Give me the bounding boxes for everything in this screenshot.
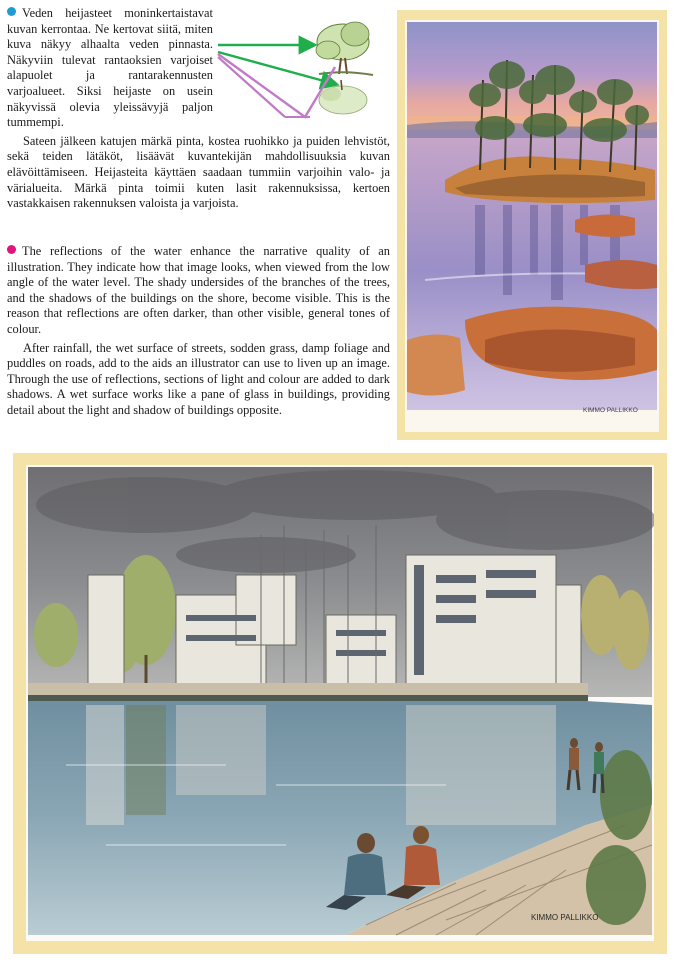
city-painting (26, 465, 654, 941)
english-paragraph-2: After rainfall, the wet surface of streets, sodden grass, damp foliage and puddles on roads, add to the aids an illustrator can use to liven up an image. Through the use of reflections, sections of light and colour are added to dark shadows. A wet surface works like a pane of glass in buildings, providing detail about the light and shadow of buildings opposite. (7, 340, 390, 417)
finnish-paragraph-1: Veden heijasteet moninkertaistavat kuvan kerrontaa. Ne kertovat siitä, miten kuva näkyy alhaalta veden pinnasta. Näkyviin tulevat rantaoksien varjoiset alapuolet ja rantarakennusten varjoalueet. Siksi heijaste on usein näkyvissä olevia yleissävyjä paljon tummempi. (7, 6, 213, 130)
finnish-bullet (7, 7, 16, 16)
diagram-reflection-path (218, 54, 335, 117)
finnish-paragraph-2: Sateen jälkeen katujen märkä pinta, kostea ruohikko ja puiden lehvistöt, sekä teiden lätäköt, lisäävät kuvantekijän mahdollisuuksia kuvan elävöittämiseen. Heijasteita käyttäen saadaan tummiin varjoihin valo- ja värialueita. Märkä pinta toimii kuten lasit rakennuksissa, kertoen vastakkaisen rakennuksen valoista ja varjoista. (7, 133, 390, 211)
lake-painting-frame (397, 10, 667, 440)
lake-painting (405, 20, 659, 432)
reflection-diagram (215, 12, 385, 124)
tree-icon (316, 22, 373, 114)
english-text-block (7, 244, 390, 419)
english-paragraph-1: The reflections of the water enhance the narrative quality of an illustration. They indicate how that image looks, when viewed from the low angle of the water level. The shady undersides of the branches of the trees, and the shadows of the buildings on the shore, become visible. This is the reason that reflections are often darker, than other visible, general tones of colour. (7, 244, 390, 336)
city-painting-frame (13, 453, 667, 954)
top-painting-signature: KIMMO PALLIKKO (583, 407, 638, 414)
english-bullet (7, 245, 16, 254)
bottom-painting-signature: KIMMO PALLIKKO (531, 913, 599, 922)
